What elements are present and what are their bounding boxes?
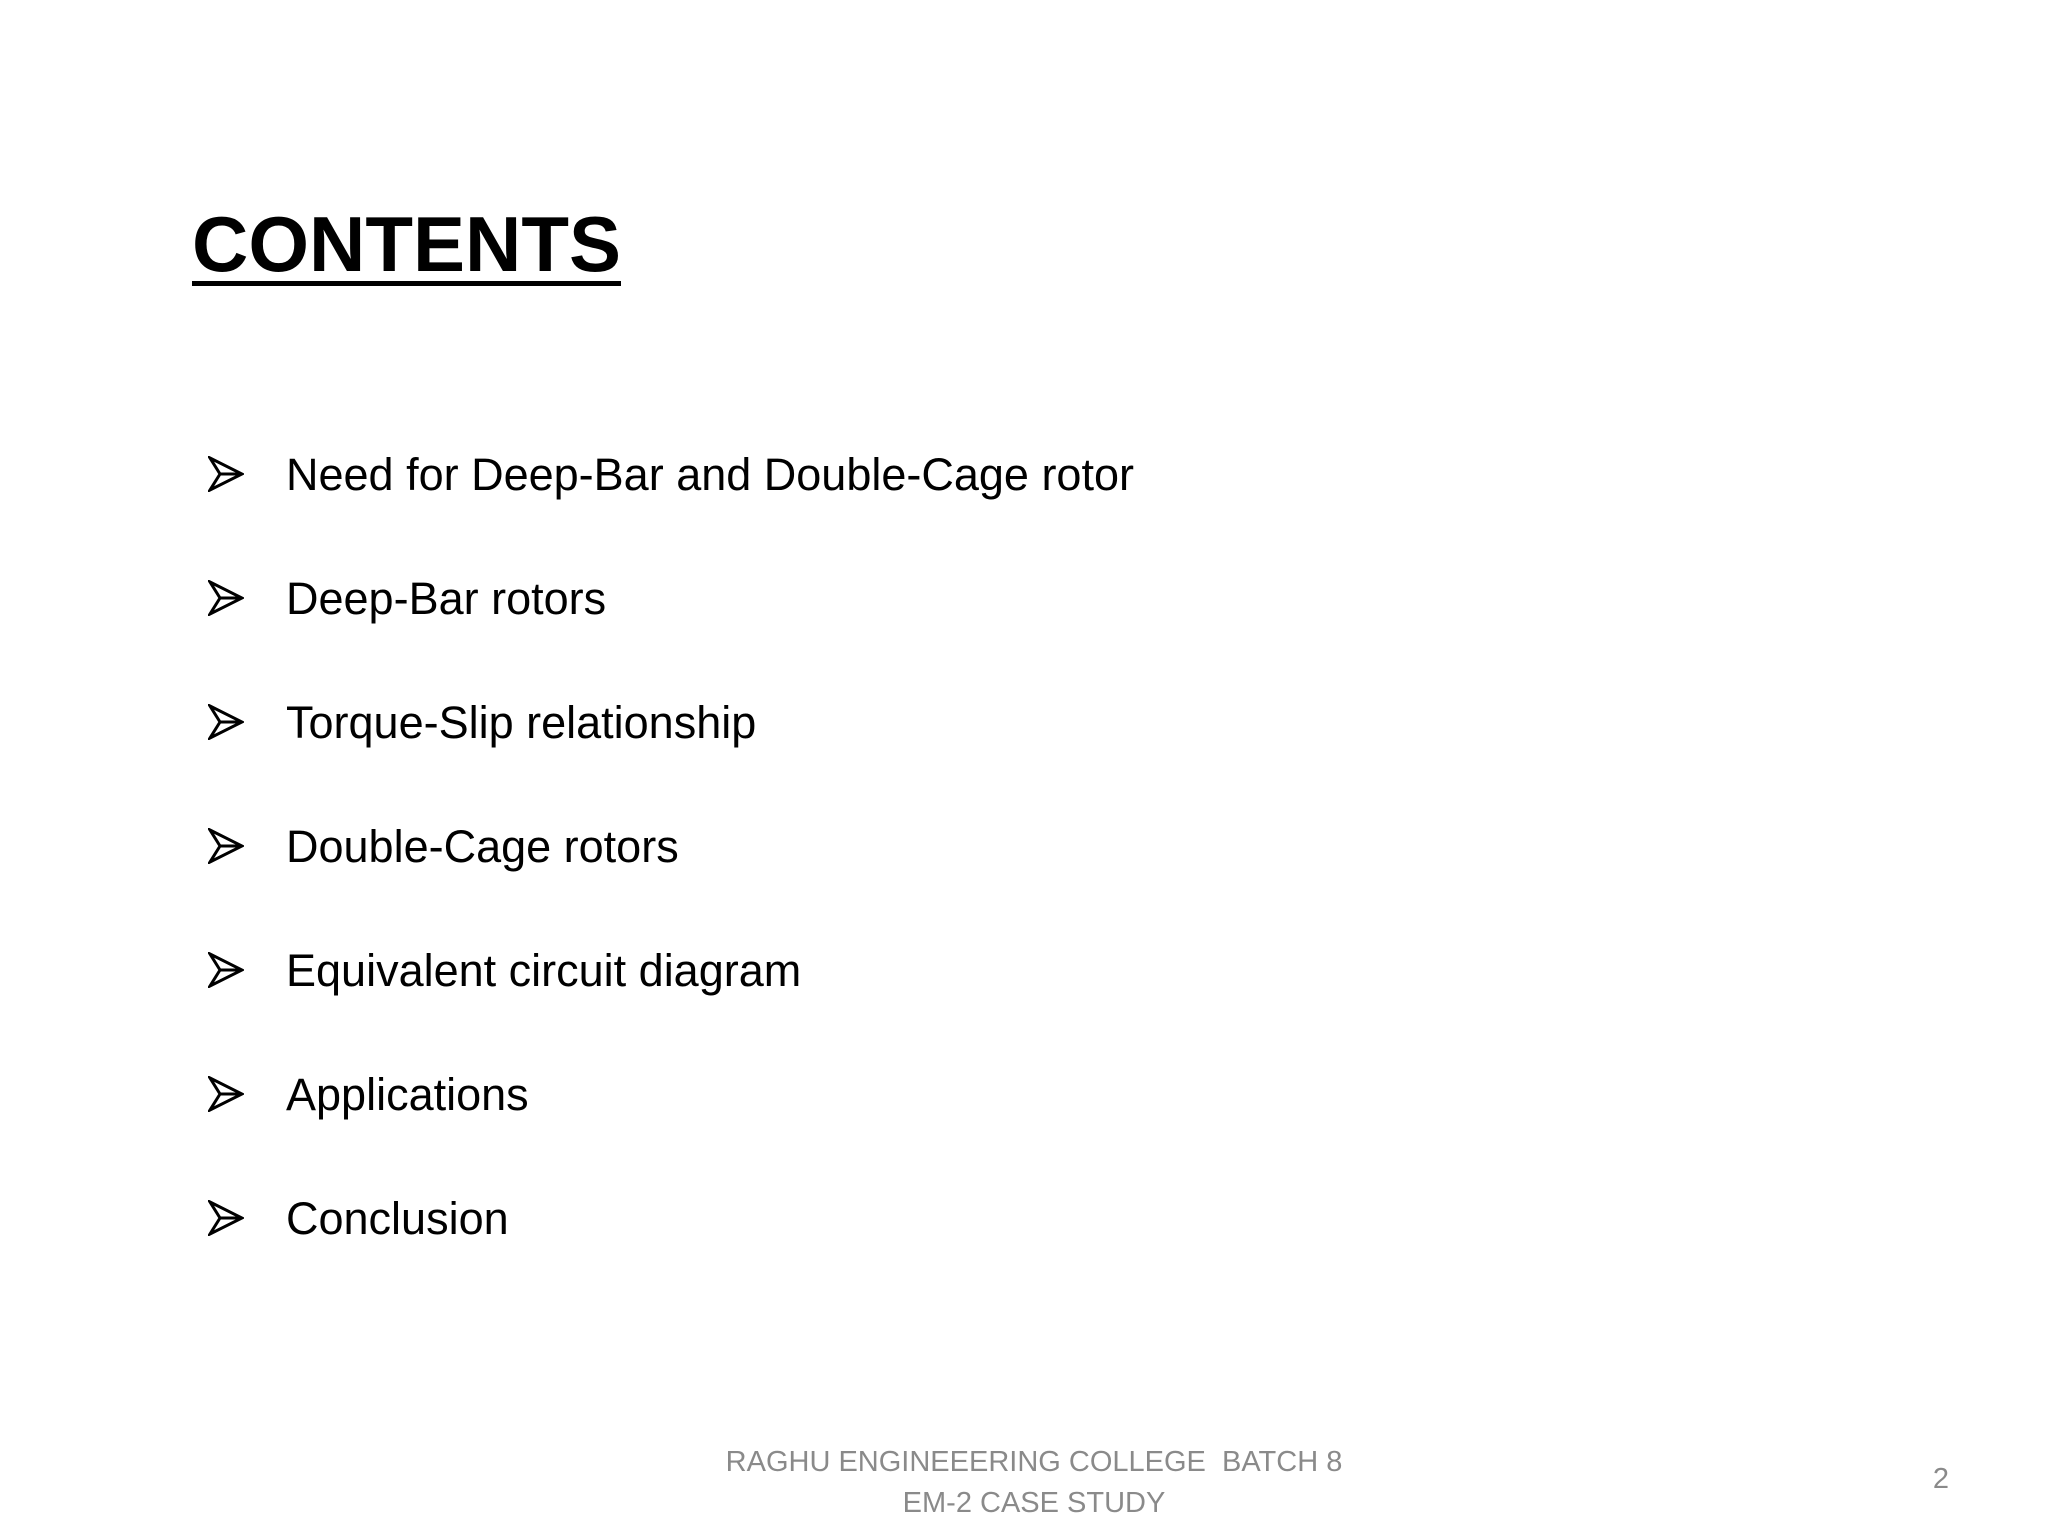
arrowhead-bullet-icon <box>208 1076 244 1112</box>
list-item <box>208 412 1134 536</box>
list-item <box>208 908 1134 1032</box>
list-item-label: Torque-Slip relationship <box>286 696 757 748</box>
footer-line-case-study: EM-2 CASE STUDY <box>902 1487 1166 1519</box>
list-item <box>208 536 1134 660</box>
slide-title: CONTENTS <box>192 200 621 288</box>
arrowhead-bullet-icon <box>208 1200 244 1236</box>
arrowhead-bullet-icon <box>208 704 244 740</box>
arrowhead-bullet-icon <box>208 952 244 988</box>
list-item-label: Equivalent circuit diagram <box>286 944 802 996</box>
arrowhead-bullet-icon <box>208 828 244 864</box>
arrowhead-bullet-icon <box>208 456 244 492</box>
list-item-label: Applications <box>286 1068 529 1120</box>
list-item-label: Conclusion <box>286 1192 509 1244</box>
list-item-label: Need for Deep-Bar and Double-Cage rotor <box>286 448 1134 500</box>
list-item-label: Deep-Bar rotors <box>286 572 607 624</box>
contents-list <box>208 412 1134 1280</box>
list-item <box>208 1032 1134 1156</box>
slide-footer <box>0 1442 2048 1524</box>
list-item <box>208 660 1134 784</box>
arrowhead-bullet-icon <box>208 580 244 616</box>
list-item <box>208 784 1134 908</box>
list-item <box>208 1156 1134 1280</box>
page-number: 2 <box>1932 1463 1949 1495</box>
list-item-label: Double-Cage rotors <box>286 820 679 872</box>
footer-line-college: RAGHU ENGINEEERING COLLEGE BATCH 8 <box>725 1446 1343 1478</box>
